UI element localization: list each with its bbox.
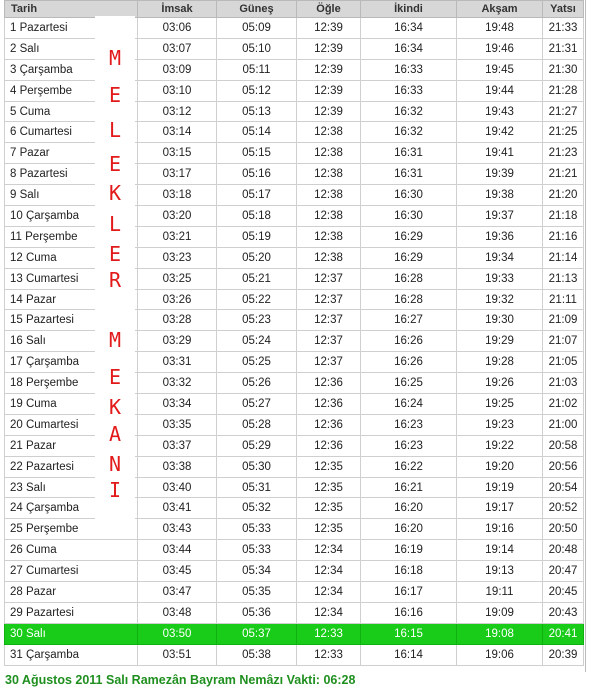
cell-imsak: 03:34 [138, 394, 217, 415]
table-row[interactable] [5, 268, 584, 289]
cell-aksam: 19:23 [457, 414, 543, 435]
cell-gunes: 05:33 [217, 540, 297, 561]
cell-yatsi: 21:21 [543, 164, 584, 185]
cell-gunes: 05:34 [217, 561, 297, 582]
table-row[interactable] [5, 540, 584, 561]
cell-imsak: 03:10 [138, 80, 217, 101]
cell-ikindi: 16:19 [361, 540, 457, 561]
cell-ogle: 12:38 [297, 164, 361, 185]
cell-ikindi: 16:28 [361, 268, 457, 289]
watermark-letter: M [108, 328, 122, 352]
cell-ogle: 12:35 [297, 498, 361, 519]
cell-date: 20 Cumartesi [5, 414, 138, 435]
cell-ikindi: 16:34 [361, 38, 457, 59]
cell-yatsi: 21:23 [543, 143, 584, 164]
table-row[interactable] [5, 561, 584, 582]
cell-imsak: 03:50 [138, 623, 217, 644]
cell-ikindi: 16:23 [361, 435, 457, 456]
table-row[interactable] [5, 519, 584, 540]
table-row[interactable] [5, 226, 584, 247]
column-header-imsak[interactable]: İmsak [138, 1, 217, 18]
cell-ikindi: 16:26 [361, 331, 457, 352]
column-header-yatsi[interactable]: Yatsı [543, 1, 584, 18]
table-header-row [5, 1, 584, 18]
cell-ogle: 12:39 [297, 101, 361, 122]
cell-ogle: 12:39 [297, 18, 361, 39]
cell-yatsi: 20:56 [543, 456, 584, 477]
cell-ogle: 12:37 [297, 310, 361, 331]
cell-gunes: 05:09 [217, 18, 297, 39]
cell-date: 15 Pazartesi [5, 310, 138, 331]
cell-imsak: 03:32 [138, 373, 217, 394]
cell-imsak: 03:14 [138, 122, 217, 143]
cell-aksam: 19:37 [457, 206, 543, 227]
cell-aksam: 19:48 [457, 18, 543, 39]
cell-aksam: 19:39 [457, 164, 543, 185]
cell-aksam: 19:38 [457, 185, 543, 206]
cell-imsak: 03:20 [138, 206, 217, 227]
cell-ogle: 12:35 [297, 477, 361, 498]
cell-ikindi: 16:23 [361, 414, 457, 435]
cell-gunes: 05:31 [217, 477, 297, 498]
watermark-letter: E [108, 242, 122, 266]
table-row[interactable] [5, 59, 584, 80]
cell-date: 7 Pazar [5, 143, 138, 164]
watermark-letter: I [108, 478, 122, 502]
table-row[interactable] [5, 247, 584, 268]
cell-yatsi: 20:45 [543, 582, 584, 603]
cell-date: 31 Çarşamba [5, 644, 138, 665]
cell-yatsi: 20:58 [543, 435, 584, 456]
cell-aksam: 19:29 [457, 331, 543, 352]
cell-ikindi: 16:28 [361, 289, 457, 310]
cell-ogle: 12:33 [297, 644, 361, 665]
cell-imsak: 03:45 [138, 561, 217, 582]
cell-gunes: 05:21 [217, 268, 297, 289]
cell-ogle: 12:34 [297, 561, 361, 582]
cell-ikindi: 16:34 [361, 18, 457, 39]
table-row[interactable] [5, 206, 584, 227]
cell-ogle: 12:38 [297, 143, 361, 164]
table-row[interactable] [5, 394, 584, 415]
cell-date: 2 Salı [5, 38, 138, 59]
cell-aksam: 19:41 [457, 143, 543, 164]
cell-date: 18 Perşembe [5, 373, 138, 394]
cell-gunes: 05:15 [217, 143, 297, 164]
cell-ikindi: 16:26 [361, 352, 457, 373]
cell-ikindi: 16:14 [361, 644, 457, 665]
cell-gunes: 05:12 [217, 80, 297, 101]
cell-ikindi: 16:32 [361, 101, 457, 122]
cell-yatsi: 21:07 [543, 331, 584, 352]
cell-gunes: 05:32 [217, 498, 297, 519]
watermark-letter: E [108, 365, 122, 389]
cell-ikindi: 16:31 [361, 164, 457, 185]
cell-aksam: 19:33 [457, 268, 543, 289]
table-row[interactable] [5, 602, 584, 623]
table-row[interactable] [5, 122, 584, 143]
cell-aksam: 19:34 [457, 247, 543, 268]
cell-gunes: 05:13 [217, 101, 297, 122]
cell-yatsi: 21:11 [543, 289, 584, 310]
cell-ogle: 12:34 [297, 540, 361, 561]
cell-date: 21 Pazar [5, 435, 138, 456]
cell-ogle: 12:35 [297, 456, 361, 477]
cell-aksam: 19:44 [457, 80, 543, 101]
watermark-letter: K [108, 395, 122, 419]
cell-ikindi: 16:15 [361, 623, 457, 644]
cell-aksam: 19:19 [457, 477, 543, 498]
cell-ogle: 12:38 [297, 226, 361, 247]
cell-yatsi: 20:48 [543, 540, 584, 561]
column-header-gunes[interactable]: Güneş [217, 1, 297, 18]
cell-ogle: 12:37 [297, 331, 361, 352]
table-row[interactable] [5, 414, 584, 435]
cell-imsak: 03:51 [138, 644, 217, 665]
cell-gunes: 05:14 [217, 122, 297, 143]
table-row[interactable] [5, 289, 584, 310]
cell-date: 10 Çarşamba [5, 206, 138, 227]
watermark-letter: R [108, 268, 122, 292]
cell-gunes: 05:30 [217, 456, 297, 477]
cell-aksam: 19:46 [457, 38, 543, 59]
cell-date: 25 Perşembe [5, 519, 138, 540]
cell-imsak: 03:21 [138, 226, 217, 247]
cell-imsak: 03:12 [138, 101, 217, 122]
cell-yatsi: 21:14 [543, 247, 584, 268]
cell-gunes: 05:29 [217, 435, 297, 456]
cell-yatsi: 21:27 [543, 101, 584, 122]
cell-gunes: 05:37 [217, 623, 297, 644]
cell-yatsi: 20:50 [543, 519, 584, 540]
table-row[interactable] [5, 456, 584, 477]
cell-yatsi: 21:18 [543, 206, 584, 227]
cell-ogle: 12:37 [297, 352, 361, 373]
cell-ogle: 12:36 [297, 373, 361, 394]
table-body [5, 18, 584, 666]
cell-date: 23 Salı [5, 477, 138, 498]
cell-ikindi: 16:30 [361, 206, 457, 227]
watermark-overlay [95, 16, 135, 521]
cell-date: 6 Cumartesi [5, 122, 138, 143]
table-row[interactable] [5, 143, 584, 164]
watermark-letter: M [108, 46, 122, 70]
table-row[interactable] [5, 101, 584, 122]
cell-imsak: 03:35 [138, 414, 217, 435]
watermark-letter: N [108, 452, 122, 476]
cell-ogle: 12:38 [297, 122, 361, 143]
cell-ikindi: 16:25 [361, 373, 457, 394]
table-row[interactable] [5, 18, 584, 39]
cell-aksam: 19:16 [457, 519, 543, 540]
cell-ikindi: 16:24 [361, 394, 457, 415]
cell-ikindi: 16:30 [361, 185, 457, 206]
cell-aksam: 19:17 [457, 498, 543, 519]
cell-date: 14 Pazar [5, 289, 138, 310]
scroll-divider [585, 0, 586, 672]
cell-yatsi: 20:41 [543, 623, 584, 644]
cell-yatsi: 21:05 [543, 352, 584, 373]
cell-yatsi: 21:13 [543, 268, 584, 289]
cell-aksam: 19:25 [457, 394, 543, 415]
cell-ogle: 12:38 [297, 185, 361, 206]
cell-ogle: 12:39 [297, 59, 361, 80]
cell-gunes: 05:36 [217, 602, 297, 623]
cell-ikindi: 16:20 [361, 519, 457, 540]
cell-imsak: 03:37 [138, 435, 217, 456]
cell-yatsi: 21:25 [543, 122, 584, 143]
cell-ikindi: 16:29 [361, 247, 457, 268]
cell-imsak: 03:38 [138, 456, 217, 477]
cell-ogle: 12:37 [297, 268, 361, 289]
cell-gunes: 05:19 [217, 226, 297, 247]
cell-yatsi: 21:02 [543, 394, 584, 415]
table-row[interactable] [5, 477, 584, 498]
cell-date: 26 Cuma [5, 540, 138, 561]
cell-ogle: 12:33 [297, 623, 361, 644]
cell-aksam: 19:22 [457, 435, 543, 456]
cell-ikindi: 16:18 [361, 561, 457, 582]
cell-ogle: 12:38 [297, 247, 361, 268]
column-header-ikindi[interactable]: İkindi [361, 1, 457, 18]
cell-imsak: 03:31 [138, 352, 217, 373]
cell-date: 5 Cuma [5, 101, 138, 122]
table-row[interactable] [5, 310, 584, 331]
cell-imsak: 03:29 [138, 331, 217, 352]
cell-imsak: 03:15 [138, 143, 217, 164]
cell-imsak: 03:44 [138, 540, 217, 561]
cell-ogle: 12:36 [297, 394, 361, 415]
cell-aksam: 19:11 [457, 582, 543, 603]
cell-ikindi: 16:17 [361, 582, 457, 603]
cell-imsak: 03:26 [138, 289, 217, 310]
cell-gunes: 05:26 [217, 373, 297, 394]
table-row[interactable] [5, 331, 584, 352]
cell-gunes: 05:16 [217, 164, 297, 185]
cell-imsak: 03:43 [138, 519, 217, 540]
cell-yatsi: 20:39 [543, 644, 584, 665]
table-row[interactable] [5, 582, 584, 603]
cell-aksam: 19:30 [457, 310, 543, 331]
table-row[interactable] [5, 185, 584, 206]
cell-aksam: 19:36 [457, 226, 543, 247]
table-row[interactable] [5, 352, 584, 373]
cell-ogle: 12:35 [297, 519, 361, 540]
cell-gunes: 05:25 [217, 352, 297, 373]
column-header-tarih[interactable]: Tarih [5, 1, 138, 18]
cell-ikindi: 16:32 [361, 122, 457, 143]
cell-imsak: 03:47 [138, 582, 217, 603]
column-header-ogle[interactable]: Öğle [297, 1, 361, 18]
cell-gunes: 05:27 [217, 394, 297, 415]
cell-ogle: 12:34 [297, 602, 361, 623]
cell-ikindi: 16:16 [361, 602, 457, 623]
cell-date: 29 Pazartesi [5, 602, 138, 623]
cell-date: 17 Çarşamba [5, 352, 138, 373]
cell-gunes: 05:24 [217, 331, 297, 352]
watermark-letter: E [108, 152, 122, 176]
table-row[interactable] [5, 164, 584, 185]
cell-gunes: 05:28 [217, 414, 297, 435]
cell-gunes: 05:22 [217, 289, 297, 310]
cell-date: 24 Çarşamba [5, 498, 138, 519]
cell-imsak: 03:18 [138, 185, 217, 206]
cell-date: 8 Pazartesi [5, 164, 138, 185]
watermark-letter: L [108, 212, 122, 236]
table-row[interactable] [5, 80, 584, 101]
cell-gunes: 05:10 [217, 38, 297, 59]
cell-gunes: 05:11 [217, 59, 297, 80]
cell-aksam: 19:43 [457, 101, 543, 122]
prayer-times-table-wrapper [4, 0, 583, 666]
cell-ogle: 12:36 [297, 414, 361, 435]
cell-imsak: 03:41 [138, 498, 217, 519]
cell-gunes: 05:38 [217, 644, 297, 665]
cell-yatsi: 21:09 [543, 310, 584, 331]
cell-date: 1 Pazartesi [5, 18, 138, 39]
cell-imsak: 03:28 [138, 310, 217, 331]
cell-ikindi: 16:33 [361, 80, 457, 101]
cell-imsak: 03:06 [138, 18, 217, 39]
cell-yatsi: 20:43 [543, 602, 584, 623]
cell-imsak: 03:40 [138, 477, 217, 498]
cell-imsak: 03:07 [138, 38, 217, 59]
cell-yatsi: 21:16 [543, 226, 584, 247]
table-row[interactable] [5, 623, 584, 644]
cell-yatsi: 20:47 [543, 561, 584, 582]
watermark-letter: A [108, 422, 122, 446]
cell-gunes: 05:18 [217, 206, 297, 227]
cell-gunes: 05:20 [217, 247, 297, 268]
cell-date: 9 Salı [5, 185, 138, 206]
cell-ogle: 12:39 [297, 80, 361, 101]
table-row[interactable] [5, 435, 584, 456]
cell-gunes: 05:23 [217, 310, 297, 331]
cell-aksam: 19:42 [457, 122, 543, 143]
cell-yatsi: 21:33 [543, 18, 584, 39]
table-row[interactable] [5, 498, 584, 519]
cell-yatsi: 21:00 [543, 414, 584, 435]
prayer-times-table [4, 0, 584, 666]
watermark-letter: E [108, 83, 122, 107]
cell-aksam: 19:26 [457, 373, 543, 394]
cell-ikindi: 16:20 [361, 498, 457, 519]
cell-yatsi: 21:30 [543, 59, 584, 80]
cell-yatsi: 21:31 [543, 38, 584, 59]
table-row[interactable] [5, 373, 584, 394]
cell-aksam: 19:14 [457, 540, 543, 561]
cell-date: 22 Pazartesi [5, 456, 138, 477]
cell-imsak: 03:09 [138, 59, 217, 80]
cell-ikindi: 16:29 [361, 226, 457, 247]
cell-gunes: 05:33 [217, 519, 297, 540]
cell-yatsi: 21:03 [543, 373, 584, 394]
cell-ogle: 12:36 [297, 435, 361, 456]
cell-aksam: 19:28 [457, 352, 543, 373]
watermark-letter: L [108, 118, 122, 142]
cell-date: 30 Salı [5, 623, 138, 644]
cell-imsak: 03:23 [138, 247, 217, 268]
cell-aksam: 19:45 [457, 59, 543, 80]
watermark-letter: K [108, 181, 122, 205]
cell-yatsi: 21:28 [543, 80, 584, 101]
cell-date: 27 Cumartesi [5, 561, 138, 582]
cell-aksam: 19:13 [457, 561, 543, 582]
cell-date: 3 Çarşamba [5, 59, 138, 80]
cell-date: 28 Pazar [5, 582, 138, 603]
column-header-aksam[interactable]: Akşam [457, 1, 543, 18]
cell-yatsi: 20:54 [543, 477, 584, 498]
cell-yatsi: 21:20 [543, 185, 584, 206]
cell-aksam: 19:09 [457, 602, 543, 623]
cell-date: 4 Perşembe [5, 80, 138, 101]
table-row[interactable] [5, 644, 584, 665]
cell-date: 12 Cuma [5, 247, 138, 268]
cell-ikindi: 16:22 [361, 456, 457, 477]
cell-ogle: 12:39 [297, 38, 361, 59]
cell-gunes: 05:17 [217, 185, 297, 206]
cell-date: 16 Salı [5, 331, 138, 352]
cell-aksam: 19:20 [457, 456, 543, 477]
cell-ikindi: 16:27 [361, 310, 457, 331]
cell-ikindi: 16:33 [361, 59, 457, 80]
cell-yatsi: 20:52 [543, 498, 584, 519]
cell-ogle: 12:34 [297, 582, 361, 603]
cell-imsak: 03:25 [138, 268, 217, 289]
cell-aksam: 19:32 [457, 289, 543, 310]
bayram-prayer-footer: 30 Ağustos 2011 Salı Ramezân Bayram Nemâzı Vakti: 06:28 [5, 673, 356, 687]
cell-date: 13 Cumartesi [5, 268, 138, 289]
cell-ogle: 12:38 [297, 206, 361, 227]
cell-ikindi: 16:31 [361, 143, 457, 164]
table-row[interactable] [5, 38, 584, 59]
cell-imsak: 03:48 [138, 602, 217, 623]
cell-date: 11 Perşembe [5, 226, 138, 247]
cell-imsak: 03:17 [138, 164, 217, 185]
cell-date: 19 Cuma [5, 394, 138, 415]
cell-aksam: 19:06 [457, 644, 543, 665]
cell-ikindi: 16:21 [361, 477, 457, 498]
cell-gunes: 05:35 [217, 582, 297, 603]
cell-aksam: 19:08 [457, 623, 543, 644]
cell-ogle: 12:37 [297, 289, 361, 310]
